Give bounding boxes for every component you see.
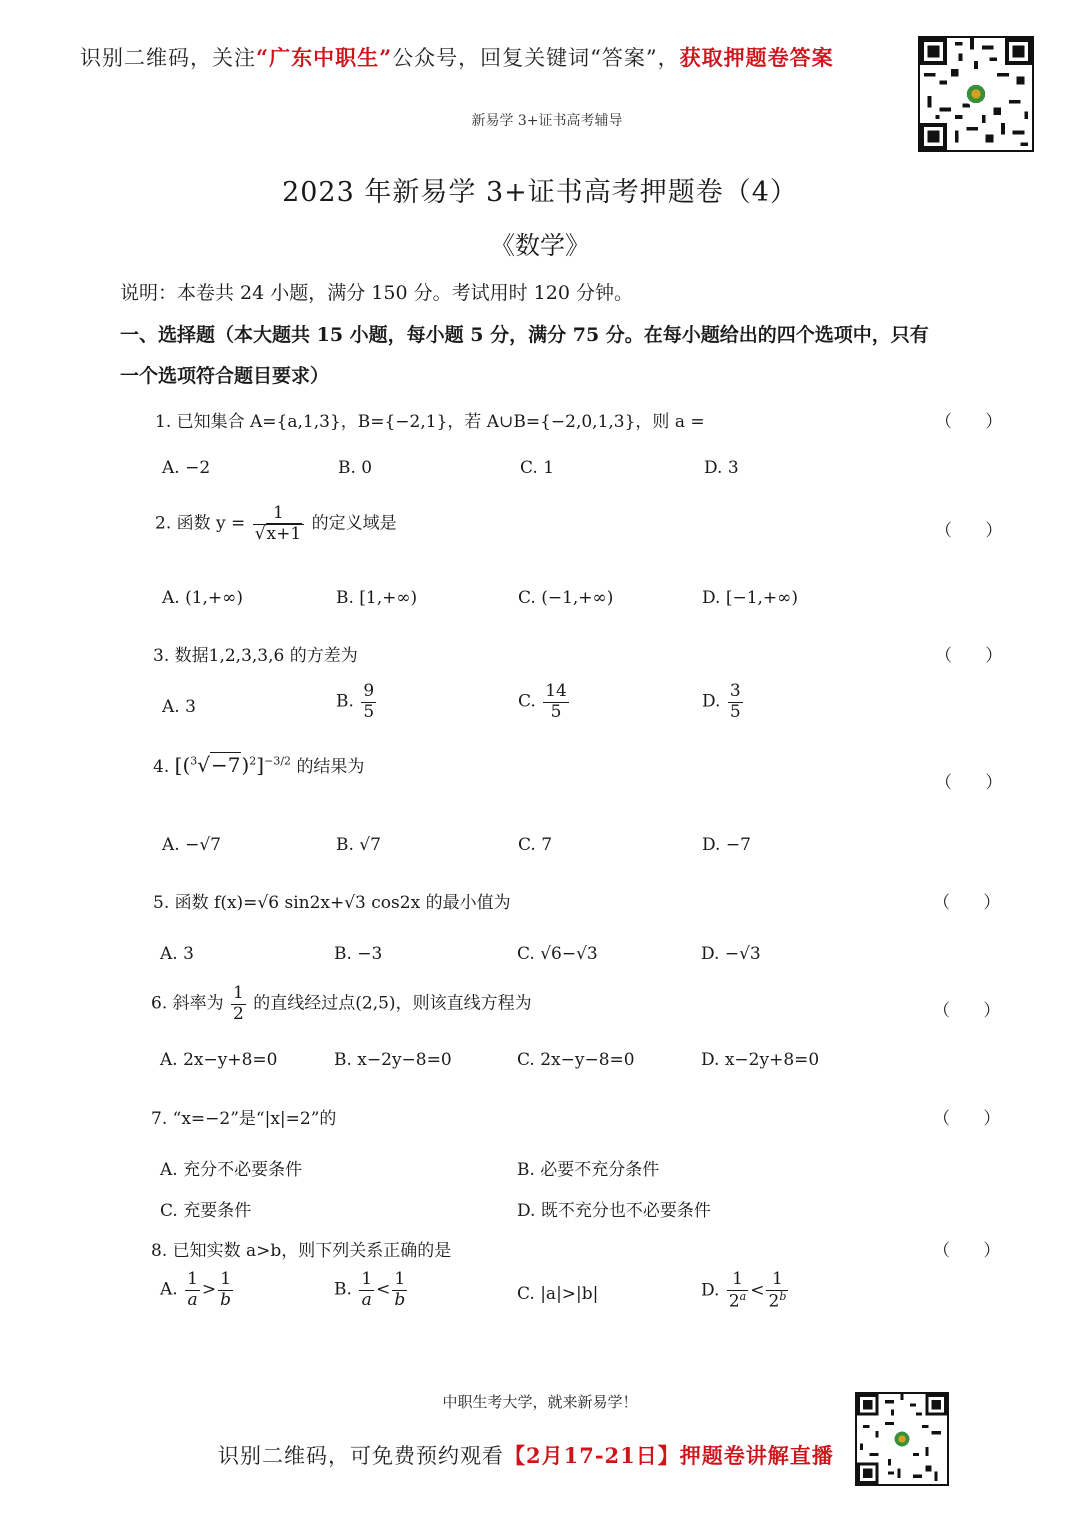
option-1a: A. −2 bbox=[162, 458, 211, 478]
question-8-stem: 8. 已知实数 a>b，则下列关系正确的是 bbox=[151, 1241, 452, 1261]
question-4-stem: 4. $[(^3√-7)^2]^{-3/2}$ 的结果为 bbox=[153, 753, 365, 777]
subheader: 新易学 3+证书高考辅导 bbox=[471, 113, 623, 129]
qr-code-bottom[interactable] bbox=[855, 1392, 949, 1486]
option-7b: B. 必要不充分条件 bbox=[517, 1160, 660, 1180]
footer-slogan: 中职生考大学，就来新易学！ bbox=[442, 1393, 638, 1411]
answer-blank-8: （ ） bbox=[933, 1241, 1015, 1261]
answer-blank-4: （ ） bbox=[935, 773, 1017, 793]
option-5b: B. −3 bbox=[334, 944, 383, 964]
answer-blank-6: （ ） bbox=[933, 1001, 1015, 1021]
option-4d: D. −7 bbox=[702, 835, 751, 855]
header-banner: 识别二维码，关注“广东中职生”公众号，回复关键词“答案”，获取押题卷答案 bbox=[80, 45, 834, 70]
question-7-stem: 7. “x=−2”是“|x|=2”的 bbox=[151, 1109, 337, 1129]
option-8b: B. $\frac{1}{a}$ < $\frac{1}{b}$ bbox=[334, 1269, 406, 1310]
fraction: $\frac{1}{√x+1}$ bbox=[253, 504, 305, 544]
option-4c: C. 7 bbox=[518, 835, 553, 855]
answer-blank-7: （ ） bbox=[933, 1109, 1015, 1129]
section-heading-line2: 一个选项符合题目要求） bbox=[120, 365, 330, 387]
answer-blank-2: （ ） bbox=[935, 521, 1017, 541]
option-7c: C. 充要条件 bbox=[160, 1201, 252, 1221]
option-6d: D. x−2y+8=0 bbox=[701, 1050, 820, 1070]
option-6c: C. 2x−y−8=0 bbox=[517, 1050, 635, 1070]
answer-blank-3: （ ） bbox=[935, 646, 1017, 666]
section-heading-line1: 一、选择题（本大题共 15 小题，每小题 5 分，满分 75 分。在每小题给出的四个选项中，只有 bbox=[120, 324, 929, 346]
math-expression: $[(^3√-7)^2]^{-3/2}$ bbox=[174, 753, 292, 777]
question-6-stem: 6. 斜率为 $\frac{1}{2}$ 的直线经过点(2,5)，则该直线方程为 bbox=[151, 983, 532, 1024]
option-2d: D. [−1,+∞) bbox=[702, 588, 798, 608]
option-1c: C. 1 bbox=[520, 458, 555, 478]
option-1d: D. 3 bbox=[704, 458, 739, 478]
question-1-stem: 1. 已知集合 A={a,1,3}，B={−2,1}，若 A∪B={−2,0,1,3}，则 a = bbox=[155, 412, 705, 432]
question-5-stem: 5. 函数 f(x)=√6 sin2x+√3 cos2x 的最小值为 bbox=[153, 893, 511, 913]
exam-note: 说明：本卷共 24 小题，满分 150 分。考试用时 120 分钟。 bbox=[120, 282, 633, 304]
option-3d: D. $\frac{3}{5}$ bbox=[702, 681, 741, 722]
subject-title: 《数学》 bbox=[489, 231, 590, 260]
answer-blank-5: （ ） bbox=[933, 893, 1015, 913]
answer-blank-1: （ ） bbox=[935, 412, 1017, 432]
option-5a: A. 3 bbox=[160, 944, 194, 964]
option-6a: A. 2x−y+8=0 bbox=[160, 1050, 278, 1070]
option-2a: A. (1,+∞) bbox=[162, 588, 243, 608]
option-4b: B. √7 bbox=[336, 835, 381, 855]
option-1b: B. 0 bbox=[338, 458, 373, 478]
option-5c: C. √6−√3 bbox=[517, 944, 598, 964]
option-8d: D. $\frac{1}{2^a}$ < $\frac{1}{2^b}$ bbox=[701, 1269, 787, 1312]
option-7d: D. 既不充分也不必要条件 bbox=[517, 1201, 711, 1221]
question-2-stem: 2. 函数 y = $\frac{1}{√x+1}$ 的定义域是 bbox=[155, 503, 397, 544]
option-2c: C. (−1,+∞) bbox=[518, 588, 614, 608]
qr-code-top[interactable] bbox=[918, 36, 1034, 152]
option-2b: B. [1,+∞) bbox=[336, 588, 418, 608]
option-8a: A. $\frac{1}{a}$ > $\frac{1}{b}$ bbox=[160, 1269, 232, 1310]
footer-banner: 识别二维码，可免费预约观看【2月17-21日】押题卷讲解直播 bbox=[218, 1443, 834, 1468]
option-7a: A. 充分不必要条件 bbox=[160, 1160, 303, 1180]
option-3b: B. $\frac{9}{5}$ bbox=[336, 681, 375, 722]
option-8c: C. |a|>|b| bbox=[517, 1284, 599, 1304]
option-5d: D. −√3 bbox=[701, 944, 761, 964]
question-3-stem: 3. 数据1,2,3,3,6 的方差为 bbox=[153, 646, 358, 666]
option-4a: A. −√7 bbox=[162, 835, 221, 855]
page-title: 2023 年新易学 3+证书高考押题卷（4） bbox=[282, 177, 798, 208]
option-3a: A. 3 bbox=[162, 697, 196, 717]
option-6b: B. x−2y−8=0 bbox=[334, 1050, 452, 1070]
option-3c: C. $\frac{14}{5}$ bbox=[518, 681, 567, 722]
